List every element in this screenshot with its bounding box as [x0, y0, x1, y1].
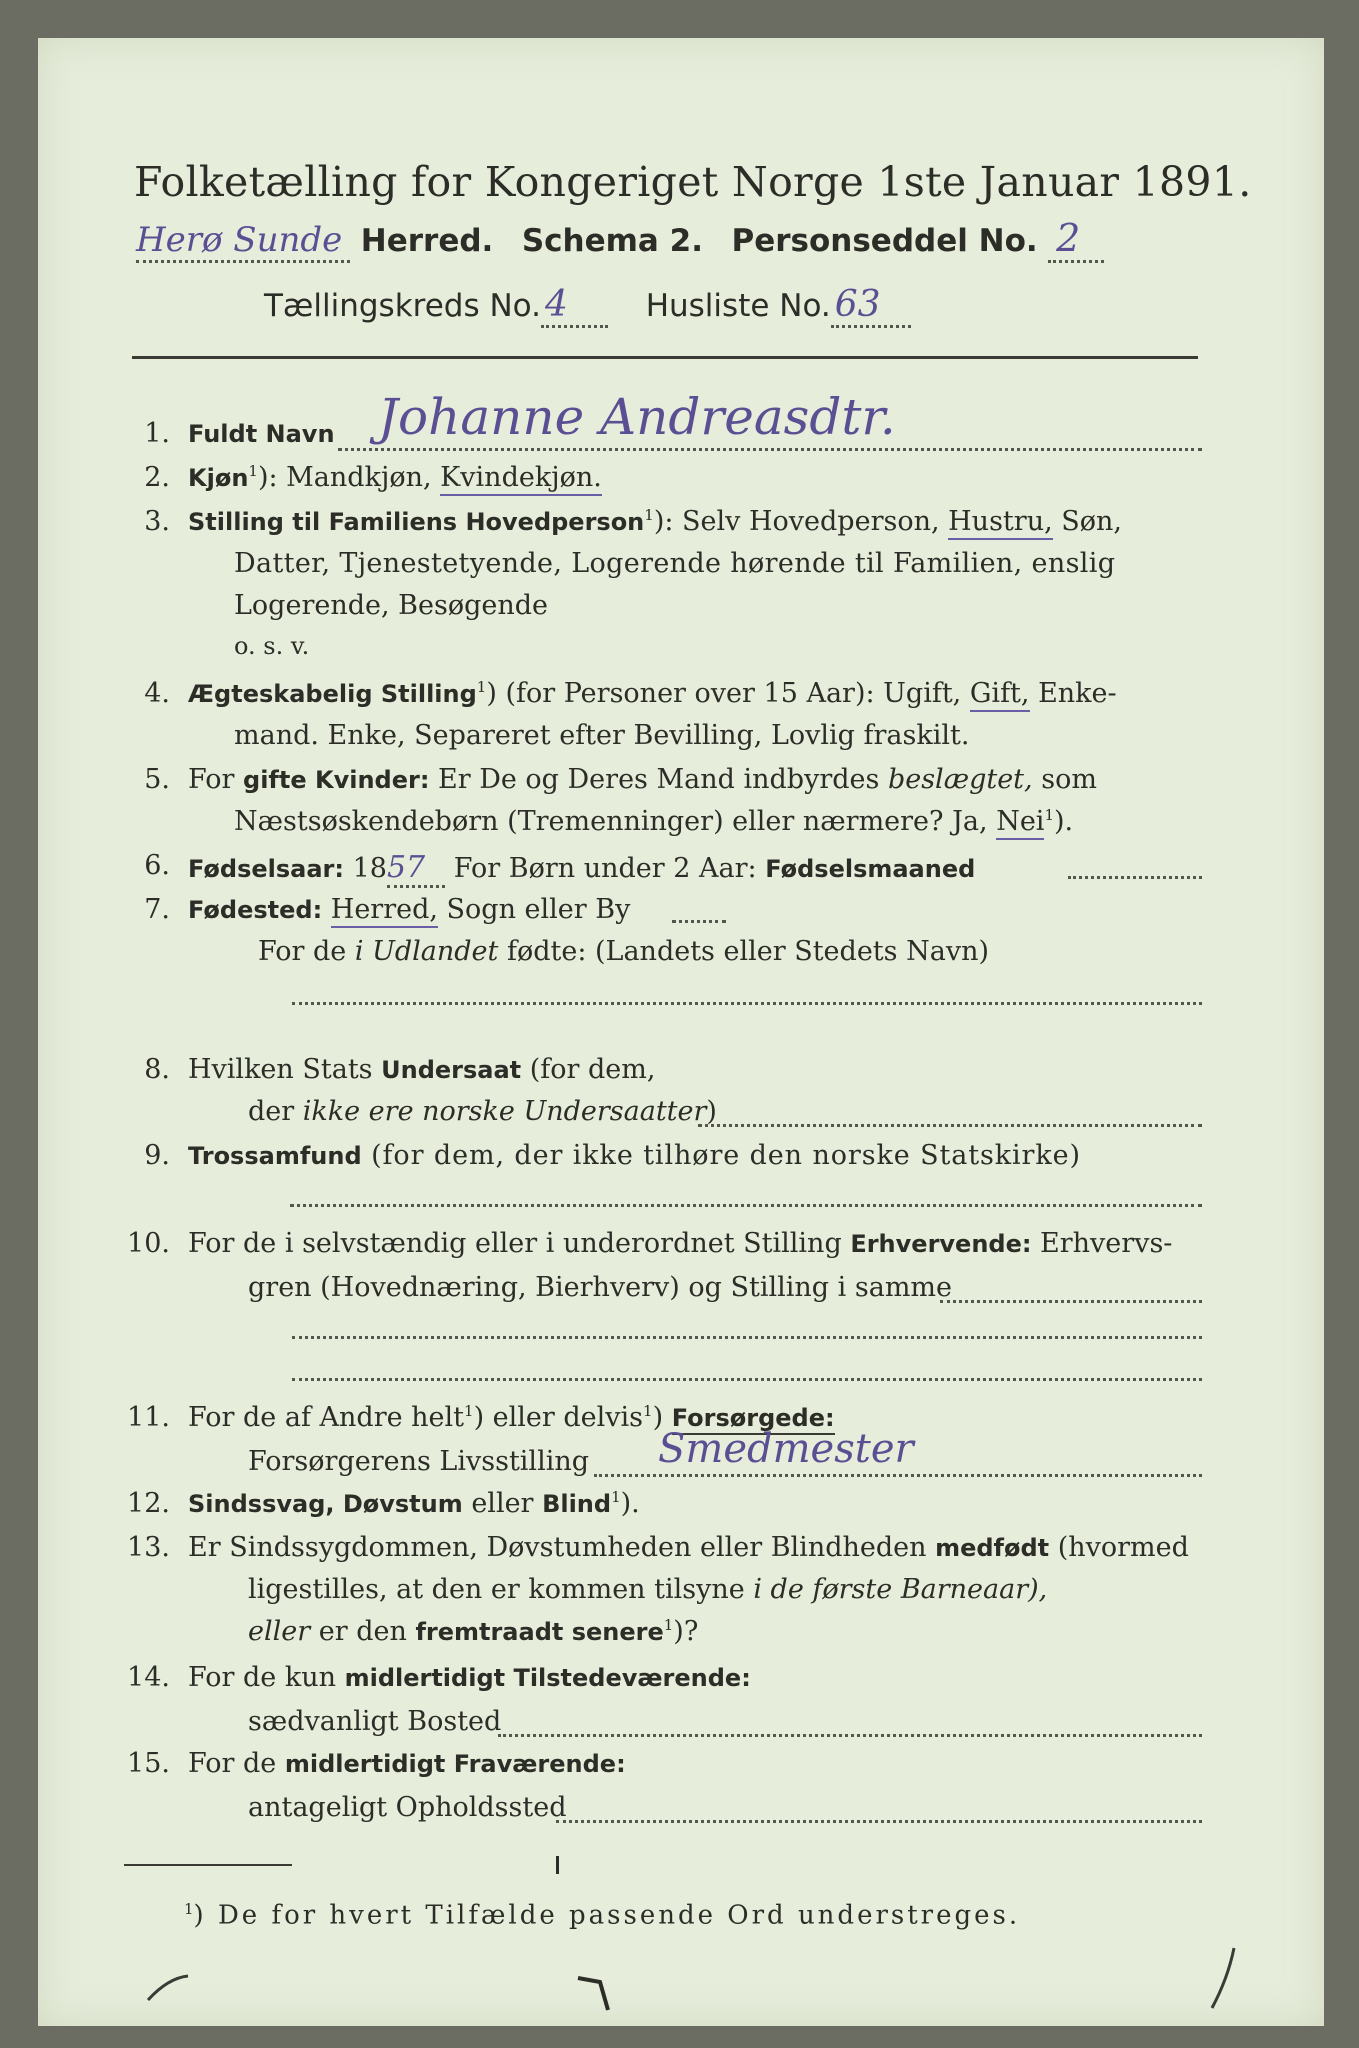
related-selected: Nei: [996, 806, 1044, 840]
item-12-post: ).: [620, 1488, 640, 1519]
footnote-ref: 1: [663, 1616, 674, 1634]
item-8-post: (for dem,: [521, 1054, 656, 1085]
personseddel-value: 2: [1048, 216, 1104, 263]
blind-label: Blind: [542, 1490, 612, 1518]
item-14-line-2: sædvanligt Bosted: [248, 1706, 502, 1737]
footnote-ref: 1: [643, 1402, 653, 1420]
personseddel-label: Personseddel No.: [731, 223, 1038, 259]
stay-location-dots: [556, 1820, 1202, 1823]
birthplace-dots: [672, 920, 726, 923]
married-women-label: gifte Kvinder:: [243, 766, 430, 794]
item-10-post: Erhvervs-: [1031, 1228, 1173, 1259]
footnote-ref: 1: [476, 678, 487, 696]
family-position-options: ): Selv Hovedperson,: [653, 506, 949, 537]
kreds-value: 4: [541, 284, 608, 328]
item-number: 7.: [144, 894, 170, 925]
item-11-line-2: Forsørgerens Livsstilling: [248, 1446, 590, 1477]
provider-dots: [594, 1474, 1202, 1477]
item-8-pre: Hvilken Stats: [188, 1054, 382, 1085]
citizenship-dots: [698, 1124, 1202, 1127]
congenital-label: medfødt: [935, 1534, 1050, 1562]
item-1-line: [188, 418, 335, 449]
item-13-line-1: [188, 1532, 1189, 1563]
item-13-line-2: [248, 1574, 1047, 1605]
herred-label: Herred.: [360, 223, 494, 259]
occupation-dots-1: [940, 1300, 1202, 1303]
item-7-space: [364, 936, 373, 967]
item-number: 10.: [127, 1228, 170, 1259]
item-9-line: [188, 1140, 1081, 1171]
occupation-dots-3: [292, 1378, 1202, 1381]
item-number: 13.: [127, 1532, 170, 1563]
footnote: [184, 1900, 1020, 1931]
kreds-line: [264, 284, 911, 325]
item-5-pre: For: [188, 764, 244, 795]
item-number: 11.: [127, 1402, 170, 1433]
form-title: Folketælling for Kongeriget Norge 1ste Januar 1891.: [134, 158, 1252, 206]
item-12-line: [188, 1488, 640, 1519]
full-name-label: Fuldt Navn: [188, 420, 335, 448]
item-10-line-2: gren (Hovednæring, Bierhverv) og Stilling i samme: [248, 1272, 953, 1303]
item-3-line-4: o. s. v.: [234, 632, 310, 660]
religion-dots: [290, 1204, 1202, 1207]
sex-options: ): Mandkjøn,: [257, 462, 441, 493]
schema-label: Schema 2.: [521, 223, 703, 259]
full-name-dots: [338, 448, 1202, 451]
item-13-line-3-mid: er den: [310, 1616, 416, 1647]
item-2-line: [188, 462, 602, 493]
item-13-line-3: [248, 1616, 698, 1647]
item-7-line-2-pre: For de: [258, 936, 355, 967]
dependent-label: Forsørgede:: [672, 1404, 835, 1435]
footnote-text: ) De for hvert Tilfælde passende Ord understreges.: [193, 1900, 1021, 1931]
birth-year-prefix: 18: [344, 853, 387, 884]
item-6-line: [188, 850, 975, 885]
item-10-line-1: [188, 1228, 1172, 1259]
family-position-options-end: Søn,: [1052, 506, 1122, 537]
disability-label: Sindssvag, Døvstum: [188, 1490, 463, 1518]
header-rule: [132, 356, 1198, 359]
item-5-line-2-end: ).: [1053, 806, 1074, 837]
item-11-mid2: ): [652, 1402, 672, 1433]
usual-residence-dots: [498, 1734, 1202, 1737]
census-form-sheet: [38, 38, 1324, 2026]
item-number: 2.: [144, 462, 170, 493]
item-12-mid: eller: [462, 1488, 543, 1519]
item-5-end: som: [1032, 764, 1097, 795]
item-number: 1.: [144, 418, 170, 449]
herred-line: [136, 216, 1104, 260]
item-7-line-2: [258, 936, 989, 967]
item-8-line-1: [188, 1054, 655, 1085]
item-5-line-2: [234, 806, 1073, 837]
pen-stroke: [138, 1938, 1278, 2018]
item-13-eller: eller: [248, 1616, 311, 1647]
item-7-i: i: [354, 936, 364, 967]
item-3-line-2: Datter, Tjenestetyende, Logerende hørende til Familien, enslig: [234, 548, 1116, 579]
religion-label: Trossamfund: [188, 1142, 362, 1170]
item-number: 9.: [144, 1140, 170, 1171]
footer-rule: [124, 1864, 292, 1866]
footnote-sup: 1: [184, 1900, 194, 1918]
item-number: 3.: [144, 506, 170, 537]
item-13-pre: Er Sindssygdommen, Døvstumheden eller Blindheden: [188, 1532, 936, 1563]
item-13-post: (hvormed: [1049, 1532, 1189, 1563]
marital-status-selected: Gift,: [970, 678, 1030, 712]
birthplace-selected: Herred,: [331, 894, 438, 928]
sex-selected: Kvindekjøn.: [440, 462, 602, 496]
marital-status-label: Ægteskabelig Stilling: [188, 680, 477, 708]
item-number: 12.: [127, 1488, 170, 1519]
item-15-line-2: antageligt Opholdssted: [248, 1792, 567, 1823]
footnote-ref: 1: [464, 1402, 474, 1420]
item-11-mid: ) eller delvis: [473, 1402, 644, 1433]
item-number: 6.: [144, 850, 170, 881]
item-8-line-2-post: ): [706, 1096, 717, 1127]
marital-status-options-end: Enke-: [1029, 678, 1117, 709]
footnote-ref: 1: [248, 462, 258, 480]
provider-occupation-value: Smedmester: [658, 1426, 914, 1472]
item-number: 8.: [144, 1054, 170, 1085]
later-onset-label: fremtraadt senere: [415, 1618, 664, 1646]
citizenship-label: Undersaat: [381, 1056, 522, 1084]
item-13-line-3-post: )?: [673, 1616, 699, 1647]
birthplace-label: Fødested:: [188, 896, 323, 924]
item-7-line-2-post: fødte: (Landets eller Stedets Navn): [498, 936, 989, 967]
occupation-label: Erhvervende:: [850, 1230, 1032, 1258]
sex-label: Kjøn: [188, 464, 249, 492]
item-7-line-1: [188, 894, 630, 925]
item-number: 5.: [144, 764, 170, 795]
religion-text: (for dem, der ikke tilhøre den norske Statskirke): [361, 1140, 1081, 1171]
birth-month-label: Fødselsmaaned: [765, 855, 976, 883]
item-14-line-1: [188, 1662, 751, 1693]
item-11-pre: For de af Andre helt: [188, 1402, 465, 1433]
item-number: 15.: [127, 1748, 170, 1779]
item-13-line-2-italic: i de første Barneaar),: [753, 1574, 1048, 1605]
birth-year-label: Fødselsaar:: [188, 855, 344, 883]
item-5-line-1: [188, 764, 1097, 795]
husliste-value: 63: [831, 284, 911, 328]
item-4-line-2: mand. Enke, Separeret efter Bevilling, Lovlig fraskilt.: [234, 720, 970, 751]
birthplace-options: Sogn eller By: [437, 894, 631, 925]
item-number: 4.: [144, 678, 170, 709]
occupation-dots-2: [292, 1336, 1202, 1339]
foreign-birthplace-dots: [292, 1002, 1202, 1005]
item-8-line-2: [248, 1096, 717, 1127]
herred-value: Herø Sunde: [136, 220, 350, 263]
item-8-line-2-italic: ikke ere norske Undersaatter: [302, 1096, 707, 1127]
item-13-line-2-pre: ligestilles, at den er kommen tilsyne: [248, 1574, 754, 1605]
item-8-line-2-pre: der: [248, 1096, 303, 1127]
ink-mark: [556, 1856, 559, 1874]
item-3-line-1: [188, 506, 1122, 537]
item-14-pre: For de kun: [188, 1662, 345, 1693]
item-5-italic: beslægtet,: [887, 764, 1033, 795]
birth-month-dots: [1068, 876, 1202, 879]
item-15-pre: For de: [188, 1748, 285, 1779]
family-position-selected: Hustru,: [948, 506, 1053, 540]
footnote-ref: 1: [1044, 806, 1054, 824]
item-5-line-2-text: Næstsøskendebørn (Tremenninger) eller nærmere? Ja,: [234, 806, 997, 837]
item-3-line-3: Logerende, Besøgende: [234, 590, 548, 621]
full-name-value: Johanne Andreasdtr.: [378, 388, 896, 446]
temporary-absent-label: midlertidigt Fraværende:: [284, 1750, 626, 1778]
item-15-line-1: [188, 1748, 626, 1779]
husliste-label: Husliste No.: [645, 288, 831, 324]
item-4-line-1: [188, 678, 1117, 709]
item-7-udlandet: Udlandet: [372, 936, 499, 967]
birth-year-value: 57: [387, 850, 445, 888]
item-5-text: Er De og Deres Mand indbyrdes: [429, 764, 888, 795]
item-10-pre: For de i selvstændig eller i underordnet Stilling: [188, 1228, 851, 1259]
kreds-label: Tællingskreds No.: [264, 288, 541, 324]
footnote-ref: 1: [611, 1488, 621, 1506]
temporary-present-label: midlertidigt Tilstedeværende:: [344, 1664, 751, 1692]
marital-status-options: ) (for Personer over 15 Aar): Ugift,: [486, 678, 970, 709]
family-position-label: Stilling til Familiens Hovedperson: [188, 508, 645, 536]
item-number: 14.: [127, 1662, 170, 1693]
birth-month-text: For Børn under 2 Aar:: [445, 853, 766, 884]
footnote-ref: 1: [644, 506, 654, 524]
